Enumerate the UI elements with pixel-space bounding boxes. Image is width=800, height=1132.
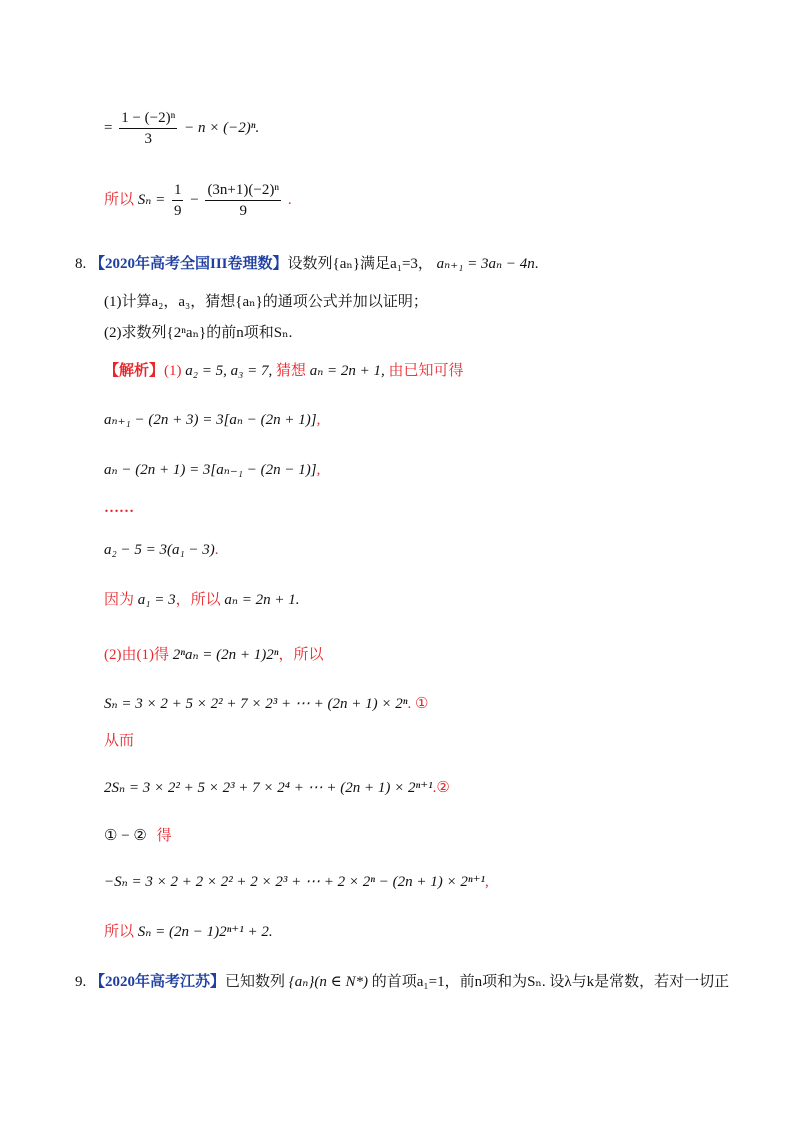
l1-tail: − n × (−2)ⁿ. [184, 119, 260, 136]
series-1-mark: . ① [407, 696, 429, 712]
series-2-mark: .② [432, 780, 450, 796]
series-1 [104, 694, 428, 714]
fraction-1-denominator: 3 [144, 131, 153, 147]
equation-2-end: , [316, 462, 321, 478]
l2-minus: − [190, 191, 199, 208]
subtract-get: 得 [156, 828, 172, 844]
part-2-eq: 2ⁿaₙ = (2n + 1)2ⁿ [172, 647, 279, 663]
solution-eq-1: a₂ = 5, a₃ = 7, [185, 363, 273, 379]
problem-9-heading [75, 972, 729, 992]
equation-1-end: , [316, 412, 321, 428]
series-3-body: −Sₙ = 3 × 2 + 2 × 2² + 2 × 2³ + ⋯ + 2 × 2ⁿ − (2n + 1) × 2ⁿ⁺¹ [104, 874, 486, 890]
problem-8-tag: 【2020年高考全国III卷理数】 [90, 256, 288, 272]
equation-1 [104, 410, 320, 430]
equation-1-body: aₙ₊₁ − (2n + 3) = 3[aₙ − (2n + 1)] [104, 412, 317, 428]
problem-9-number: 9. [75, 974, 87, 990]
solution-guess: 猜想 [275, 363, 306, 379]
final-eq: Sₙ = (2n − 1)2ⁿ⁺¹ + 2. [137, 924, 273, 940]
problem-8-heading [75, 254, 538, 274]
problem-8-end: . [534, 256, 539, 272]
l2-end: . [287, 191, 292, 208]
question-1: (1)计算a₂，a₃，猜想{aₙ}的通项公式并加以证明； [104, 294, 428, 310]
subtract-marks: ① − ② [104, 828, 147, 844]
fraction-1-numerator: 1 − (−2)ⁿ [119, 108, 177, 129]
so-text: ，所以 [175, 592, 221, 608]
solution-tag: 【解析】 [104, 363, 165, 379]
subtract-line [104, 826, 172, 846]
series-2-body: 2Sₙ = 3 × 2² + 5 × 2³ + 7 × 2⁴ + ⋯ + (2n + 1) × 2ⁿ⁺¹ [104, 780, 433, 796]
part-2-lead: (2)由(1)得 [104, 647, 169, 663]
solution-eq-2: aₙ = 2n + 1, [309, 363, 385, 379]
series-3 [104, 872, 489, 892]
l2-sn: Sₙ = [137, 191, 166, 208]
problem-9-sequence: {aₙ}(n ∈ N*) [288, 974, 368, 990]
series-3-end: , [485, 874, 489, 890]
equation-3-body: a₂ − 5 = 3(a₁ − 3) [104, 542, 215, 558]
l2-prefix: 所以 [104, 191, 135, 208]
fraction-2-numerator: 1 [172, 180, 184, 201]
fraction-3-numerator: (3n+1)(−2)ⁿ [205, 180, 281, 201]
ellipsis: …… [104, 500, 134, 516]
problem-9-text-2: 的首项a₁=1，前n项和为Sₙ. 设λ与k是常数，若对一切正 [371, 974, 730, 990]
problem-8-number: 8. [75, 256, 87, 272]
series-1-body: Sₙ = 3 × 2 + 5 × 2² + 7 × 2³ + ⋯ + (2n + 1) × 2ⁿ [104, 696, 408, 712]
question-2: (2)求数列{2ⁿaₙ}的前n项和Sₙ. [104, 325, 293, 341]
fraction-2 [172, 180, 184, 221]
solution-known: 由已知可得 [388, 363, 464, 379]
solution-start [104, 361, 464, 381]
equation-3-end: . [214, 542, 219, 558]
fraction-1 [119, 108, 177, 149]
problem-8-equation: aₙ₊₁ = 3aₙ − 4n [436, 256, 535, 272]
because-text: 因为 [104, 592, 135, 608]
equation-3 [104, 540, 219, 560]
problem-9-text-1: 已知数列 [225, 974, 286, 990]
fraction-3-denominator: 9 [239, 203, 247, 219]
fraction-3 [205, 180, 281, 221]
equation-2-body: aₙ − (2n + 1) = 3[aₙ₋₁ − (2n − 1)] [104, 462, 317, 478]
equation-2 [104, 460, 320, 480]
because-line [104, 590, 299, 610]
problem-8-text: 设数列{aₙ}满足a₁=3， [287, 256, 433, 272]
solution-part: (1) [164, 363, 182, 379]
because-eq: a₁ = 3 [137, 592, 176, 608]
final-line [104, 922, 273, 942]
thus-text: 从而 [104, 733, 135, 749]
part-2-line [104, 645, 324, 665]
so-eq: aₙ = 2n + 1. [224, 592, 300, 608]
final-prefix: 所以 [104, 924, 135, 940]
series-2 [104, 778, 450, 798]
fraction-2-denominator: 9 [173, 203, 182, 219]
l1-eq: = [104, 119, 113, 136]
line-1 [104, 108, 259, 149]
part-2-so: ，所以 [278, 647, 324, 663]
line-2 [104, 180, 292, 221]
problem-9-tag: 【2020年高考江苏】 [90, 974, 226, 990]
